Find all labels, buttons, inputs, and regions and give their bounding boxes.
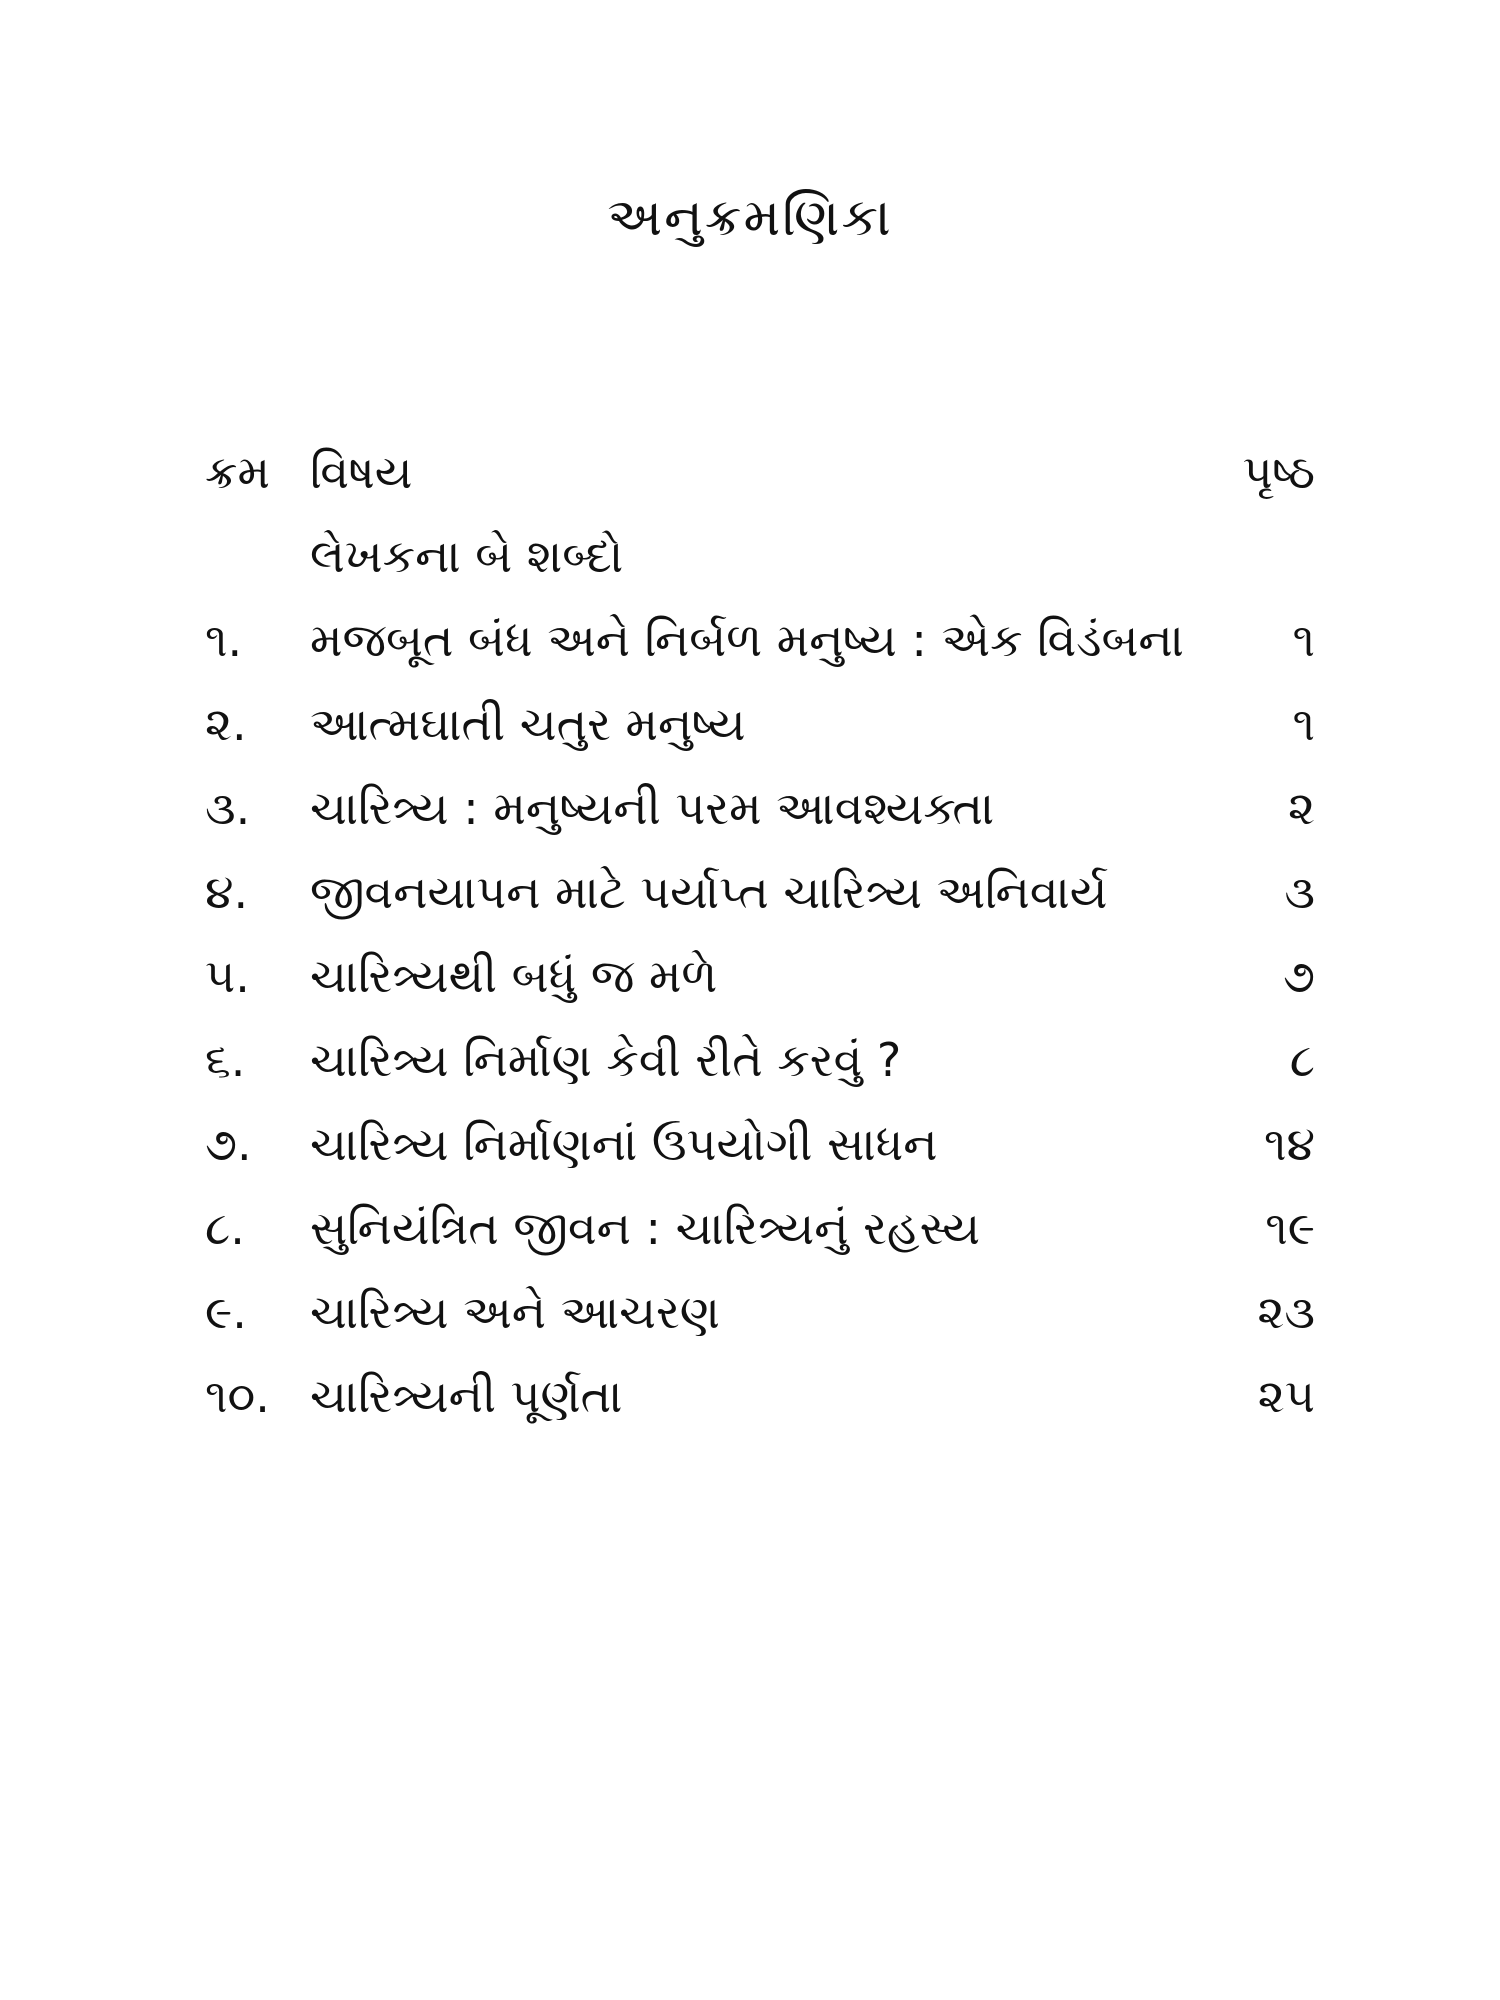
toc-entry xyxy=(205,1102,1315,1186)
entry-page: ૧ xyxy=(1292,613,1315,667)
topic-column-header: વિષય xyxy=(310,445,413,499)
entry-page: ૧૯ xyxy=(1265,1201,1315,1255)
page-title: અનુક્રમણિકા xyxy=(607,188,893,248)
entry-page: ૨૩ xyxy=(1257,1285,1315,1339)
entry-title: ચારિત્ર્યથી બધું જ મળે xyxy=(310,949,718,1003)
entry-title: આત્મઘાતી ચતુર મનુષ્ય xyxy=(310,697,746,751)
entry-page: ૩ xyxy=(1284,865,1315,919)
entry-title: સુનિયંત્રિત જીવન : ચારિત્ર્યનું રહસ્ય xyxy=(310,1201,981,1255)
toc-entry xyxy=(205,934,1315,1018)
entry-number: ૨. xyxy=(205,697,247,751)
toc-entry xyxy=(205,766,1315,850)
entry-number: ૭. xyxy=(205,1117,252,1171)
entry-page: ૧૪ xyxy=(1263,1117,1315,1171)
page-column-header: પૃષ્ઠ xyxy=(1242,445,1315,499)
toc-entry xyxy=(205,1354,1315,1438)
toc-entry xyxy=(205,850,1315,934)
entry-number: ૮. xyxy=(205,1201,245,1255)
entry-title: ચારિત્ર્ય અને આચરણ xyxy=(310,1285,720,1339)
entry-number: ૫. xyxy=(205,949,250,1003)
entry-title: ચારિત્ર્યની પૂર્ણતા xyxy=(310,1369,623,1423)
entry-number: ૯. xyxy=(205,1285,247,1339)
entry-number: ૧૦. xyxy=(205,1369,270,1423)
entry-page: ૨૫ xyxy=(1257,1369,1315,1423)
entry-title: ચારિત્ર્ય નિર્માણ કેવી રીતે કરવું ? xyxy=(310,1033,902,1087)
entry-number: ૬. xyxy=(205,1033,246,1087)
number-column-header: ક્રમ xyxy=(205,445,270,499)
entry-page: ૨ xyxy=(1287,781,1315,835)
entry-page: ૮ xyxy=(1289,1033,1315,1087)
entry-title: લેખકના બે શબ્દો xyxy=(310,529,624,583)
toc-entry xyxy=(205,598,1315,682)
entry-title: જીવનયાપન માટે પર્યાપ્ત ચારિત્ર્ય અનિવાર્ય xyxy=(310,865,1108,919)
toc-entry xyxy=(205,682,1315,766)
entry-title: ચારિત્ર્ય : મનુષ્યની પરમ આવશ્યક્તા xyxy=(310,781,995,835)
entry-number: ૧. xyxy=(205,613,243,667)
entry-number: ૩. xyxy=(205,781,251,835)
toc-entry xyxy=(205,1270,1315,1354)
toc-entry xyxy=(205,1018,1315,1102)
toc-header-row xyxy=(205,430,1315,514)
toc-entry xyxy=(205,514,1315,598)
table-of-contents xyxy=(205,430,1315,1438)
entry-title: ચારિત્ર્ય નિર્માણનાં ઉપયોગી સાધન xyxy=(310,1117,938,1171)
entry-title: મજબૂત બંધ અને નિર્બળ મનુષ્ય : એક વિડંબના xyxy=(310,613,1184,667)
toc-entry xyxy=(205,1186,1315,1270)
entry-page: ૧ xyxy=(1292,697,1315,751)
entry-number: ૪. xyxy=(205,865,249,919)
entry-page: ૭ xyxy=(1283,949,1315,1003)
